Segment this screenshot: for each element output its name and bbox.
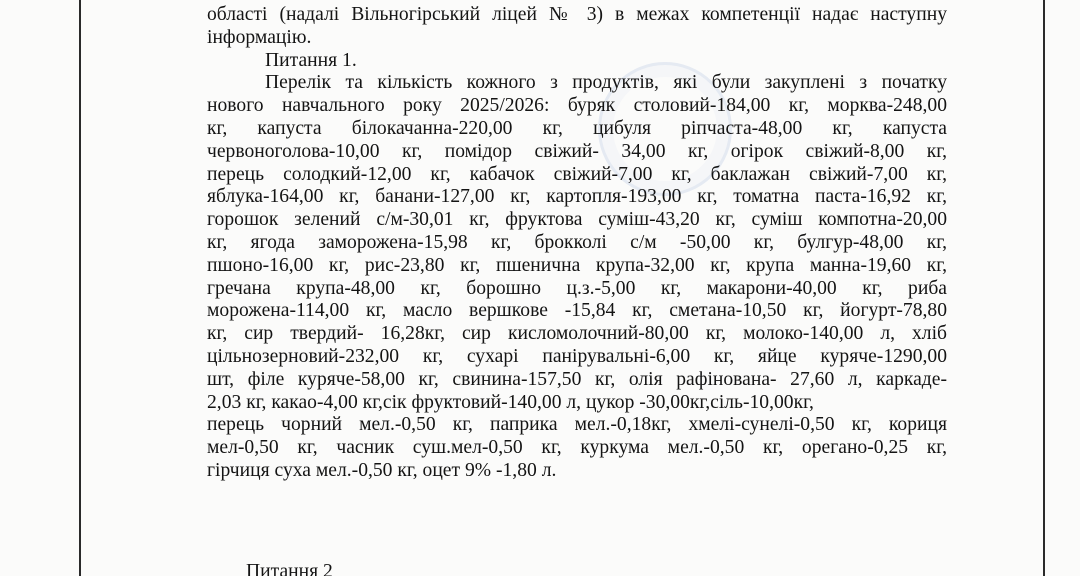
text-line: гречана крупа-48,00 кг, борошно ц.з.-5,00 кг, макарони-40,00 кг, риба bbox=[207, 277, 947, 299]
text-line: кг, сир твердий- 16,28кг, сир кисломолочний-80,00 кг, молоко-140,00 л, хліб bbox=[207, 323, 947, 345]
scan-edge-left bbox=[79, 0, 81, 576]
text-line: кг, ягода заморожена-15,98 кг, брокколі с/м -50,00 кг, булгур-48,00 кг, bbox=[207, 231, 947, 253]
text-line: гірчиця суха мел.-0,50 кг, оцет 9% -1,80 л. bbox=[207, 459, 557, 481]
text-line: мел-0,50 кг, часник суш.мел-0,50 кг, куркума мел.-0,50 кг, орегано-0,25 кг, bbox=[207, 437, 947, 459]
text-line: цільнозерновий-232,00 кг, сухарі панірувальні-6,00 кг, яйце куряче-1290,00 bbox=[207, 345, 947, 367]
text-line: кг, капуста білокачанна-220,00 кг, цибуля ріпчаста-48,00 кг, капуста bbox=[207, 117, 947, 139]
text-line: морожена-114,00 кг, масло вершкове -15,84 кг, сметана-10,50 кг, йогурт-78,80 bbox=[207, 300, 947, 322]
text-line: Перелік та кількість кожного з продуктів, які були закуплені з початку bbox=[265, 72, 947, 94]
text-line: шт, філе куряче-58,00 кг, свинина-157,50 кг, олія рафінована- 27,60 л, каркаде- bbox=[207, 368, 947, 390]
text-line: яблука-164,00 кг, банани-127,00 кг, картопля-193,00 кг, томатна паста-16,92 кг, bbox=[207, 186, 947, 208]
text-line: перець чорний мел.-0,50 кг, паприка мел.-0,18кг, хмелі-сунелі-0,50 кг, кориця bbox=[207, 414, 947, 436]
text-line: інформацію. bbox=[207, 26, 312, 48]
text-line: горошок зелений с/м-30,01 кг, фруктова суміш-43,20 кг, суміш компотна-20,00 bbox=[207, 209, 947, 231]
section-heading: Питання 1. bbox=[265, 49, 357, 71]
next-section-heading-cut: Питання 2 bbox=[246, 561, 333, 576]
scan-edge-right bbox=[1043, 0, 1045, 576]
text-line: області (надалі Вільногірський ліцей № 3) в межах компетенції надає наступну bbox=[207, 4, 947, 25]
text-line: червоноголова-10,00 кг, помідор свіжий- 34,00 кг, огірок свіжий-8,00 кг, bbox=[207, 140, 947, 162]
text-line: нового навчального року 2025/2026: буряк столовий-184,00 кг, морква-248,00 bbox=[207, 95, 947, 117]
text-line: пшоно-16,00 кг, рис-23,80 кг, пшенична крупа-32,00 кг, крупа манна-19,60 кг, bbox=[207, 254, 947, 276]
text-line: перець солодкий-12,00 кг, кабачок свіжий-7,00 кг, баклажан свіжий-7,00 кг, bbox=[207, 163, 947, 185]
text-line: 2,03 кг, какао-4,00 кг,сік фруктовий-140,00 л, цукор -30,00кг,сіль-10,00кг, bbox=[207, 391, 814, 413]
document-body bbox=[207, 4, 947, 483]
